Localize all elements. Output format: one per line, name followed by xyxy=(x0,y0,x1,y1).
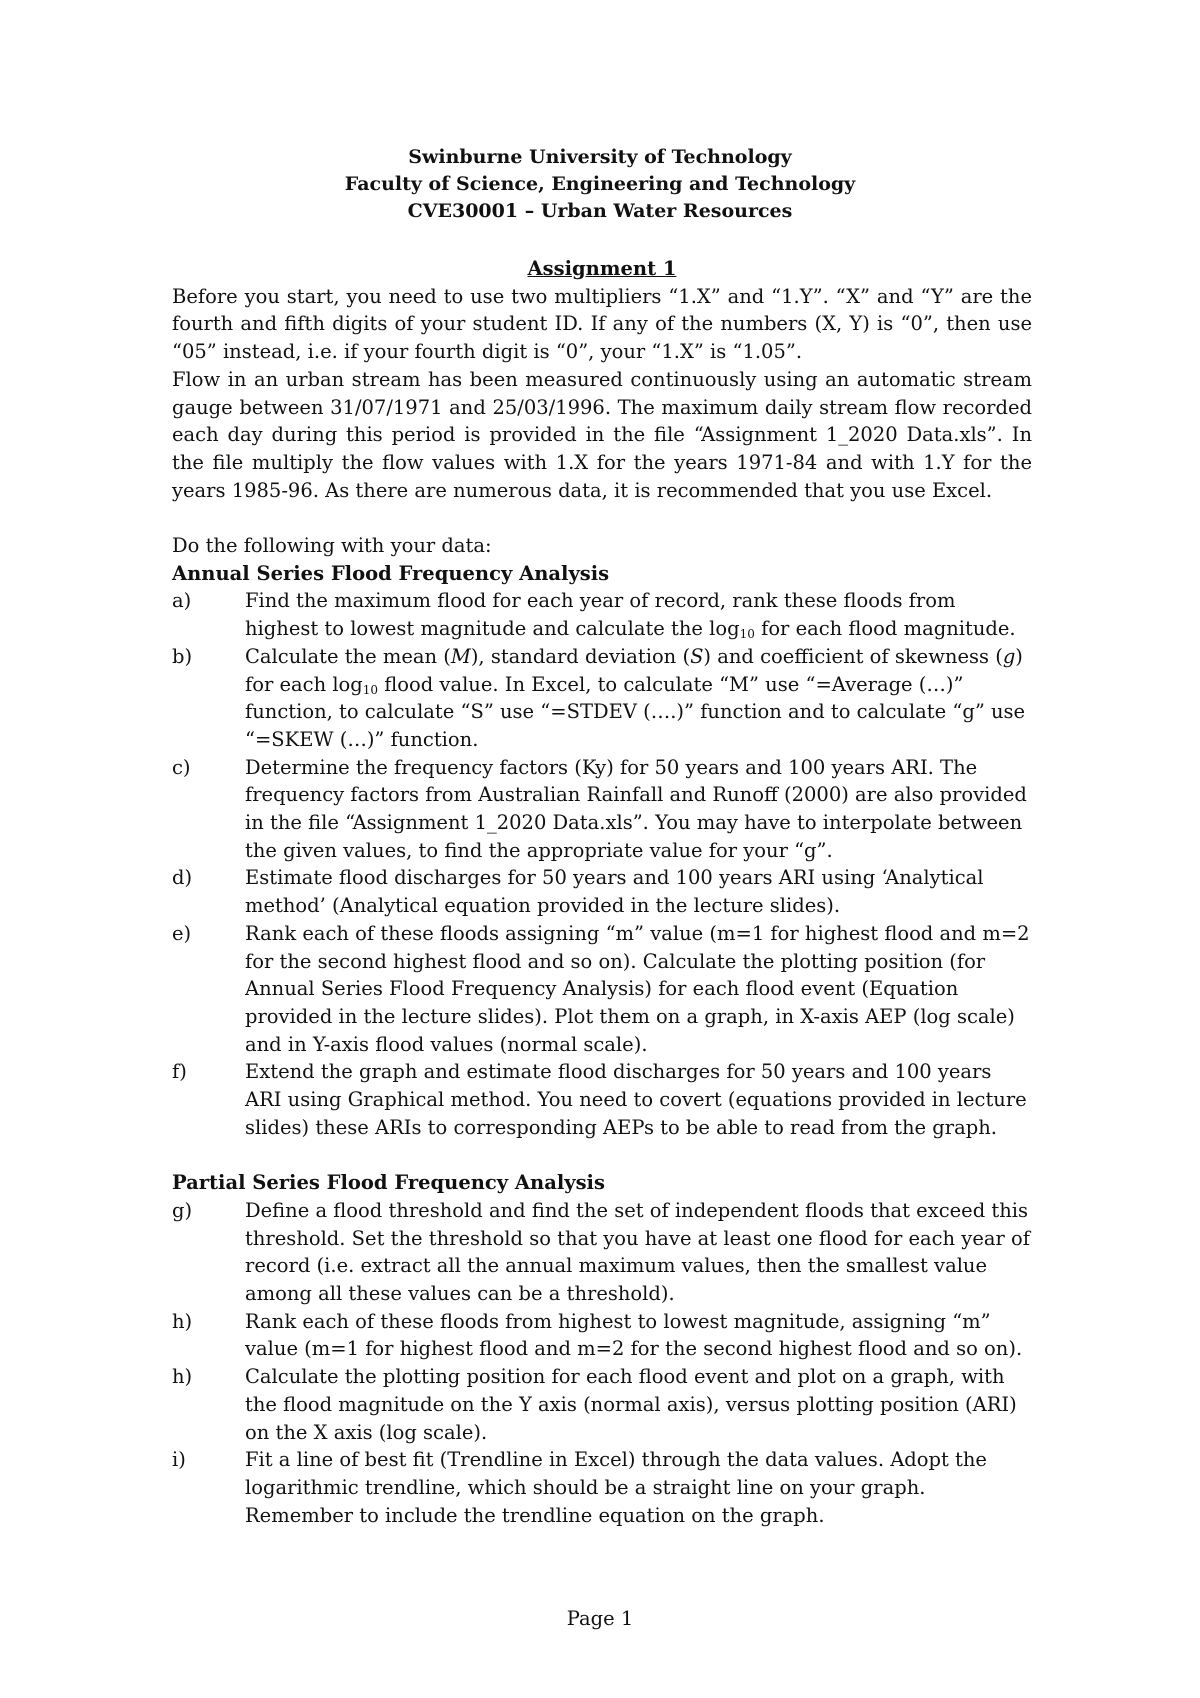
list-item xyxy=(172,864,1032,919)
course-name: CVE30001 – Urban Water Resources xyxy=(407,200,793,222)
list-item xyxy=(172,1197,1032,1308)
item-text: Estimate flood discharges for 50 years and 100 years ARI using ‘Analytical method’ (Analytical equation provided in the lecture slides). xyxy=(245,866,984,918)
item-label: a) xyxy=(172,589,192,613)
item-label: e) xyxy=(172,921,192,945)
item-text: Determine the frequency factors (Ky) for 50 years and 100 years ARI. The frequency factors from Australian Rainfall and Runoff (2000) are also provided in the file “Assignment 1_2020 Data.xls”. You may have to interpolate between the given values, to find the appropriate value for your “g”. xyxy=(245,755,1027,862)
annual-series-heading: Annual Series Flood Frequency Analysis xyxy=(172,561,610,585)
list-item xyxy=(172,1446,1032,1529)
spacer xyxy=(172,1141,1032,1169)
faculty-name: Faculty of Science, Engineering and Technology xyxy=(344,173,856,195)
item-text: Define a flood threshold and find the set of independent floods that exceed this threshold. Set the threshold so that you have at least one flood for each year of record (i.e. extract all the annual maximum values, then the smallest value among all these values can be a threshold). xyxy=(245,1198,1030,1305)
list-item xyxy=(172,1308,1032,1363)
item-label: c) xyxy=(172,755,191,779)
item-text: Extend the graph and estimate flood discharges for 50 years and 100 years ARI using Graphical method. You need to covert (equations provided in lecture slides) these ARIs to corresponding AEPs to be able to read from the graph. xyxy=(245,1060,1027,1139)
item-label: h) xyxy=(172,1365,193,1389)
item-label: d) xyxy=(172,866,193,890)
list-item xyxy=(172,587,1032,642)
list-item xyxy=(172,1058,1032,1141)
document-body xyxy=(172,255,1032,1529)
university-name: Swinburne University of Technology xyxy=(408,146,792,168)
item-text: Rank each of these floods assigning “m” value (m=1 for highest flood and m=2 for the second highest flood and so on). Calculate the plotting position (for Annual Series Flood Frequency Analysis) for each flood event (Equation provided in the lecture slides). Plot them on a graph, in X-axis AEP (log scale) and in Y-axis flood values (normal scale). xyxy=(245,921,1030,1056)
document-header xyxy=(0,144,1200,225)
intro-multipliers: Before you start, you need to use two multipliers “1.X” and “1.Y”. “X” and “Y” are the fourth and fifth digits of your student ID. If any of the numbers (X, Y) is “0”, then use “05” instead, i.e. if your fourth digit is “0”, your “1.X” is “1.05”. xyxy=(172,284,1032,364)
list-item xyxy=(172,754,1032,865)
item-label: g) xyxy=(172,1198,193,1222)
list-item xyxy=(172,1363,1032,1446)
list-item xyxy=(172,920,1032,1059)
intro-flow: Flow in an urban stream has been measured continuously using an automatic stream gauge between 31/07/1971 and 25/03/1996. The maximum daily stream flow recorded each day during this period is provided in the file “Assignment 1_2020 Data.xls”. In the file multiply the flow values with 1.X for the years 1971-84 and with 1.Y for the years 1985-96. As there are numerous data, it is recommended that you use Excel. xyxy=(172,367,1032,502)
item-text: Fit a line of best fit (Trendline in Excel) through the data values. Adopt the logarithmic trendline, which should be a straight line on your graph. Remember to include the trendline equation on the graph. xyxy=(245,1448,987,1527)
item-label: b) xyxy=(172,644,193,668)
partial-series-heading: Partial Series Flood Frequency Analysis xyxy=(172,1171,605,1195)
item-text: Calculate the mean (M), standard deviation (S) and coefficient of skewness (g) for each $\log_{10}$ flood value. In Excel, to calculate “M” use “=Average (…)” function, to calculate “S” use “=STDEV (….)” function and to calculate “g” use “=SKEW (…)” function. xyxy=(245,644,1026,751)
item-text: Rank each of these floods from highest to lowest magnitude, assigning “m” value (m=1 for highest flood and m=2 for the second highest flood and so on). xyxy=(245,1309,1023,1361)
item-label: i) xyxy=(172,1448,186,1472)
spacer xyxy=(172,504,1032,532)
list-item xyxy=(172,643,1032,754)
item-text: Find the maximum flood for each year of record, rank these floods from highest to lowest magnitude and calculate the $\log_{10}$ for each flood magnitude. xyxy=(245,589,1016,642)
item-label: h) xyxy=(172,1309,193,1333)
page-number: Page 1 xyxy=(566,1607,634,1630)
assignment-title: Assignment 1 xyxy=(527,257,677,280)
item-text: Calculate the plotting position for each flood event and plot on a graph, with the flood magnitude on the Y axis (normal axis), versus plotting position (ARI) on the X axis (log scale). xyxy=(245,1365,1017,1444)
item-label: f) xyxy=(172,1060,187,1084)
instructions-lead: Do the following with your data: xyxy=(172,534,492,558)
